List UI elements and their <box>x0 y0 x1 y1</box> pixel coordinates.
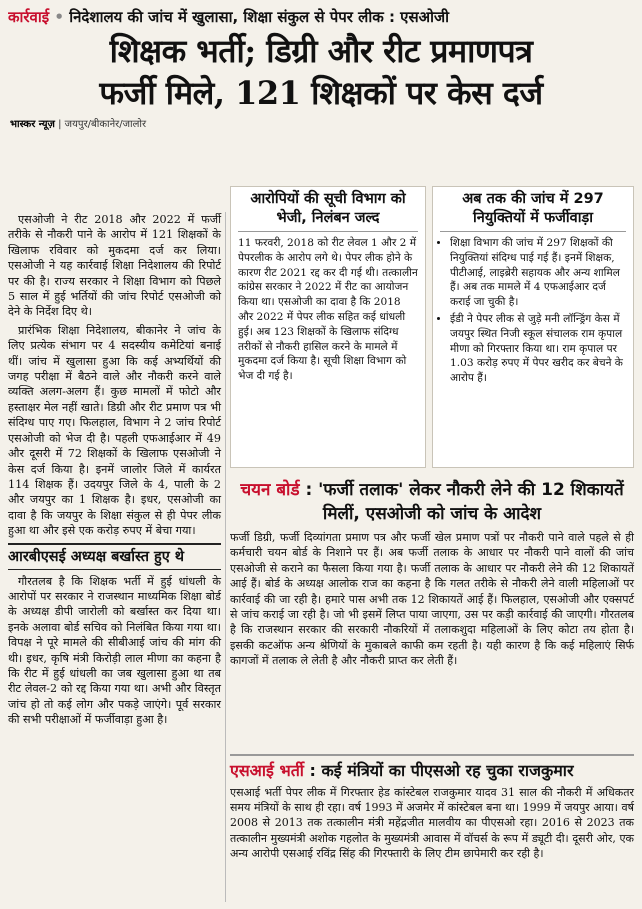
box-right-list <box>440 236 626 386</box>
section3-headline <box>230 760 634 782</box>
section3-label: एसआई भर्ती <box>230 761 304 780</box>
section-selection-board <box>230 478 634 669</box>
left-paragraph-3: गौरतलब है कि शिक्षक भर्ती में हुई धांधली के आरोपों पर सरकार ने राजस्थान माध्यमिक शिक्षा बोर्ड के अध्यक्ष डीपी जारोली को बर्खास्त कर दिया था। इनके अलावा बोर्ड सचिव को निलंबित किया गया था। विपक्ष ने पूरे मामले की सीबीआई जांच की मांग की थी। इधर, कृषि मंत्री किरोड़ी लाल मीणा का कहना है कि रीट में हुई धांधली का जब खुलासा हुआ था तब रीट लेवल-2 को रद्द किया गया था। अभी और विस्तृत जांच हो तो कई लोग और पकड़े जाएंगे। पूर्व सरकार की सभी परीक्षाओं में फर्जीवाड़ा हुआ है। <box>8 574 221 727</box>
left-paragraph-2: प्रारंभिक शिक्षा निदेशालय, बीकानेर ने जांच के लिए प्रत्येक संभाग पर 4 सदस्यीय कमेटियां बनाई थीं। जांच में खुलासा हुआ कि कई अभ्यर्थियों की जगह परीक्षा में बैठने वाले और नौकरी करने वाले व्यक्ति अलग-अलग हैं। कुछ मामलों में फोटो और हस्ताक्षर मेल नहीं खाते। डिग्री और रीट प्रमाण पत्र भी संदिग्ध पाए गए। फिलहाल, विभाग ने 2 जांच रिपोर्ट एसओजी को भेज दी है। पहली एफआईआर में 49 और दूसरी में 72 शिक्षकों के खिलाफ एसओजी ने केस दर्ज किया है। इनमें जालोर जिले में कार्यरत 114 शिक्षक हैं। उदयपुर जिले के 4, पाली के 2 और जयपुर का 1 शिक्षक है। इधर, एसओजी का दावा है कि जयपुर के शिक्षा संकुल से ही पेपर लीक हुआ था और इसे एक करोड़ रुपए में बेचा गया। <box>8 323 221 538</box>
main-headline <box>8 30 634 114</box>
headline-line-2: फर्जी मिले, 121 शिक्षकों पर केस दर्ज <box>99 74 543 112</box>
section2-headline <box>230 478 634 526</box>
kicker-separator: • <box>54 8 64 26</box>
box-297-appointments <box>432 186 634 468</box>
column-divider <box>225 212 226 902</box>
kicker-line <box>8 6 634 28</box>
section2-title: : 'फर्जी तलाक' लेकर नौकरी लेने की 12 शिकायतें मिलीं, एसओजी को जांच के आदेश <box>305 480 624 524</box>
byline-places: | जयपुर/बीकानेर/जालोर <box>58 119 147 130</box>
left-column <box>8 212 221 731</box>
kicker-label: कार्रवाई <box>8 8 50 26</box>
byline <box>10 116 634 130</box>
byline-source: भास्कर न्यूज़ <box>10 119 55 130</box>
box-middle-title: आरोपियों की सूची विभाग को भेजी, निलंबन जल्द <box>238 190 418 232</box>
section2-text: फर्जी डिग्री, फर्जी दिव्यांगता प्रमाण पत्र और फर्जी खेल प्रमाण पत्रों पर नौकरी पाने वाले पहले से ही कर्मचारी चयन बोर्ड के निशाने पर हैं। अब फर्जी तलाक के आधार पर नौकरी पाने वालों की जांच एसओजी से कराने का फैसला किया गया है। फर्जी तलाक के आधार पर नौकरी लेने की 12 शिकायतें आई हैं। बोर्ड के अध्यक्ष आलोक राज का कहना है कि गलत तरीके से नौकरी लेने वाली महिलाओं पर कार्रवाई की जा रही है। हमारे पास अभी तक 12 शिकायतें आई हैं। फिलहाल, एसओजी और एक्सपर्ट से जांच कराई जा रही है। जो भी इसमें लिप्त पाया जाएगा, उस पर कड़ी कार्रवाई की जाएगी। गौरतलब है कि राजस्थान सरकार की सरकारी नौकरियों में तलाकशुदा महिलाओं के लिए कोटा तय होता है। इसकी कटऑफ अन्य श्रेणियों के मुकाबले काफी कम रहती है। यही कारण है कि कई महिलाएं सिर्फ कागजों में तलाक ले लेती है और नौकरी प्राप्त कर लेती हैं। <box>230 531 634 668</box>
box-accused-list <box>230 186 426 468</box>
left-subhead: आरबीएसई अध्यक्ष बर्खास्त हुए थे <box>8 543 221 570</box>
section2-label: चयन बोर्ड <box>240 480 300 500</box>
box-right-title: अब तक की जांच में 297 नियुक्तियों में फर्जीवाड़ा <box>440 190 626 232</box>
box-middle-text: 11 फरवरी, 2018 को रीट लेवल 1 और 2 में पेपरलीक के आरोप लगे थे। पेपर लीक होने के कारण रीट 2021 रद्द कर दी गई थी। तत्कालीन कांग्रेस सरकार ने 2022 में रीट का आयोजन किया था। एसओजी का दावा है कि 2018 और 2022 में पेपर लीक सहित कई धांधली हुई। अब 123 शिक्षकों के खिलाफ संदिग्ध तरीकों से नौकरी हासिल करने के मामले में मुकदमा दर्ज किया है। सूची शिक्षा विभाग को भेज दी गई है। <box>238 237 418 383</box>
section3-title: : कई मंत्रियों का पीएसओ रह चुका राजकुमार <box>309 761 574 780</box>
box-right-item-2: • ईडी ने पेपर लीक से जुड़े मनी लॉन्ड्रिंग केस में जयपुर स्थित निजी स्कूल संचालक राम कृपाल मीणा को गिरफ्तार किया था। राम कृपाल पर 1.03 करोड़ रुपए में पेपर खरीद कर बेचने के आरोप हैं। <box>450 312 626 386</box>
box-right-item-1: • शिक्षा विभाग की जांच में 297 शिक्षकों की नियुक्तियां संदिग्ध पाई गई हैं। इनमें शिक्षक, पीटीआई, लाइब्रेरी सहायक और अन्य शामिल हैं। अब तक मामले में 4 एफआईआर दर्ज कराई जा चुकी है। <box>450 236 626 310</box>
left-paragraph-1: एसओजी ने रीट 2018 और 2022 में फर्जी तरीके से नौकरी पाने के आरोप में 121 शिक्षकों के खिलाफ रविवार को मुकदमा दर्ज कर लिया। एसओजी ने यह कार्रवाई शिक्षा निदेशालय की रिपोर्ट पर की है। राज्य सरकार ने शिक्षा विभाग को पिछले 5 साल में हुई भर्तियों की जांच रिपोर्ट एसओजी को देने के निर्देश दिए थे। <box>8 213 221 319</box>
section3-text: एसआई भर्ती पेपर लीक में गिरफ्तार हेड कांस्टेबल राजकुमार यादव 31 साल की नौकरी में अधिकतर समय मंत्रियों के साथ ही रहा। वर्ष 1993 में अजमेर में कांस्टेबल बना था। 1999 में जयपुर आया। वर्ष 2008 से 2013 तक तत्कालीन मंत्री महेंद्रजीत मालवीय का पीएसओ रहा। 2016 से 2023 तक तत्कालीन मुख्यमंत्री अशोक गहलोत के मुख्यमंत्री आवास में वॉचर्स के रूप में ड्यूटी दी। दूसरी ओर, एक अन्य आरोपी एसआई रविंद्र सिंह की गिरफ्तारी के लिए टीम छापेमारी कर रही है। <box>230 786 634 860</box>
section-si-recruitment <box>230 754 634 861</box>
kicker-text: निदेशालय की जांच में खुलासा, शिक्षा संकुल से पेपर लीक : एसओजी <box>69 8 449 26</box>
headline-line-1: शिक्षक भर्ती; डिग्री और रीट प्रमाणपत्र <box>109 32 533 70</box>
